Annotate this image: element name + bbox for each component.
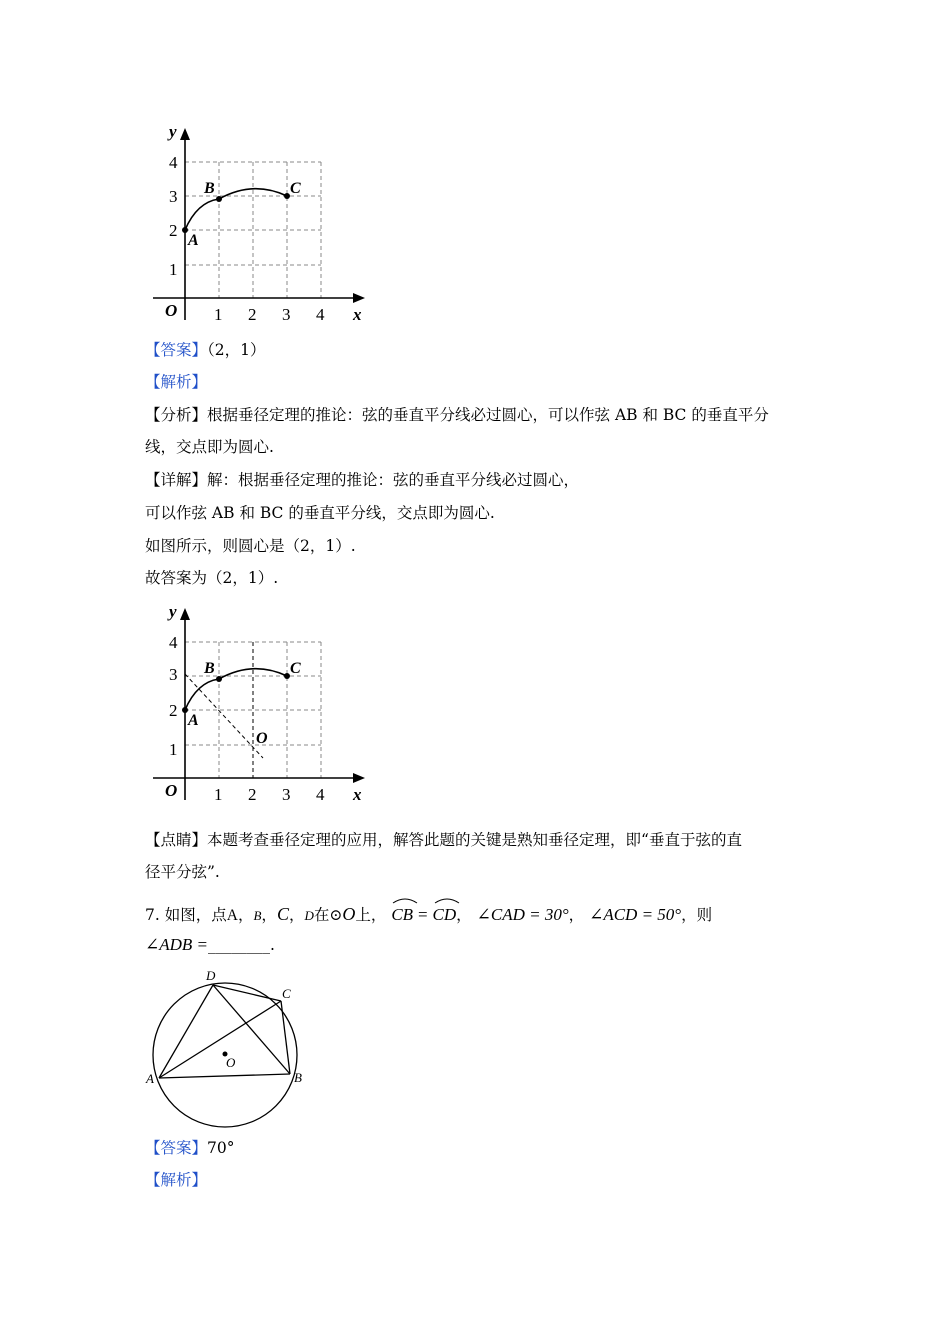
label-c: C bbox=[290, 660, 301, 677]
x-axis-arrow bbox=[353, 773, 365, 783]
question-7-line-2 bbox=[145, 934, 275, 956]
y-tick-3: 3 bbox=[169, 665, 178, 684]
answer-1 bbox=[145, 339, 266, 361]
y-tick-2: 2 bbox=[169, 221, 178, 240]
dianjing-text-1: 本题考查垂径定理的应用，解答此题的关键是熟知垂径定理，即“垂直于弦的直 bbox=[207, 831, 742, 849]
q7-end: . bbox=[270, 936, 275, 954]
label-c: C bbox=[282, 986, 291, 1001]
answer-text: （2，1） bbox=[207, 341, 266, 359]
arc-cb bbox=[391, 896, 413, 928]
arc-cd-mark bbox=[433, 896, 461, 904]
label-b: B bbox=[294, 1070, 302, 1085]
analysis-tag: 【解析】 bbox=[145, 373, 208, 391]
x-tick-4: 4 bbox=[316, 785, 325, 804]
answer-tag: 【答案】 bbox=[145, 1139, 208, 1157]
label-b: B bbox=[204, 180, 215, 197]
y-tick-4: 4 bbox=[169, 633, 178, 652]
q7-comma-5: ， bbox=[568, 906, 585, 924]
dianjing-line-2 bbox=[145, 861, 220, 883]
arc-cb-mark bbox=[391, 896, 419, 904]
dianjing-line-1 bbox=[145, 829, 742, 851]
q7-comma-4: ， bbox=[456, 906, 472, 924]
y-tick-1: 1 bbox=[169, 740, 178, 759]
fenxi-text-2: 线，交点即为圆心. bbox=[145, 438, 274, 456]
q7-point-d: D bbox=[304, 908, 314, 923]
label-center-o: O bbox=[256, 730, 268, 747]
question-number: 7. bbox=[145, 906, 160, 924]
q7-point-b: B bbox=[253, 908, 262, 923]
fenxi-tag: 【分析】 bbox=[145, 406, 208, 424]
angle-acd: ∠ACD = 50° bbox=[589, 905, 682, 924]
question-7-line-1 bbox=[145, 896, 712, 929]
figure-1-coordinate-graph bbox=[145, 120, 375, 330]
y-tick-4: 4 bbox=[169, 153, 178, 172]
y-axis-arrow bbox=[180, 608, 190, 620]
fenxi-line-1 bbox=[145, 404, 769, 426]
xiangjie-tag: 【详解】 bbox=[145, 471, 208, 489]
x-axis-arrow bbox=[353, 293, 365, 303]
label-a: A bbox=[146, 1071, 154, 1086]
fenxi-line-2 bbox=[145, 436, 274, 458]
y-tick-1: 1 bbox=[169, 260, 178, 279]
y-axis-arrow bbox=[180, 128, 190, 140]
q7-text-4: ，则 bbox=[681, 906, 713, 924]
y-axis-label: y bbox=[169, 602, 177, 621]
x-tick-1: 1 bbox=[214, 305, 223, 324]
q7-comma-2: ， bbox=[261, 906, 277, 924]
xiangjie-text-3: 如图所示，则圆心是（2，1）. bbox=[145, 537, 356, 555]
arc-abc bbox=[185, 189, 287, 230]
label-a: A bbox=[188, 232, 199, 249]
answer-text: 70° bbox=[207, 1139, 235, 1157]
x-tick-4: 4 bbox=[316, 305, 325, 324]
xiangjie-line-2 bbox=[145, 502, 495, 524]
analysis-1 bbox=[145, 371, 207, 393]
xiangjie-text-1: 解：根据垂径定理的推论：弦的垂直平分线必过圆心， bbox=[207, 471, 580, 489]
origin-label: O bbox=[165, 781, 178, 800]
x-tick-2: 2 bbox=[248, 785, 257, 804]
y-tick-2: 2 bbox=[169, 701, 178, 720]
arc-cb-text: CB bbox=[391, 905, 414, 924]
xiangjie-text-2: 可以作弦 AB 和 BC 的垂直平分线，交点即为圆心. bbox=[145, 504, 495, 522]
dianjing-text-2: 径平分弦”. bbox=[145, 863, 220, 881]
q7-point-a: A bbox=[226, 907, 238, 924]
x-tick-3: 3 bbox=[282, 305, 291, 324]
figure-2-coordinate-graph bbox=[145, 600, 375, 810]
point-b bbox=[216, 196, 222, 202]
q7-text-2: 在 bbox=[313, 906, 330, 924]
q7-comma-1: ， bbox=[237, 906, 254, 924]
xiangjie-line-4 bbox=[145, 567, 278, 589]
x-axis-label: x bbox=[353, 785, 362, 804]
figure-3-circle bbox=[140, 966, 330, 1128]
point-b bbox=[216, 676, 222, 682]
label-a: A bbox=[188, 712, 199, 729]
q7-equals: = bbox=[418, 905, 428, 924]
x-tick-3: 3 bbox=[282, 785, 291, 804]
analysis-7 bbox=[145, 1169, 207, 1191]
q7-point-o: O bbox=[342, 904, 356, 924]
label-b: B bbox=[204, 660, 215, 677]
analysis-tag: 【解析】 bbox=[145, 1171, 208, 1189]
fenxi-text-1: 根据垂径定理的推论：弦的垂直平分线必过圆心，可以作弦 AB 和 BC 的垂直平分 bbox=[207, 406, 769, 424]
dianjing-tag: 【点睛】 bbox=[145, 831, 208, 849]
x-tick-2: 2 bbox=[248, 305, 257, 324]
label-d: D bbox=[206, 968, 216, 983]
q7-text-3: 上， bbox=[355, 906, 387, 924]
label-c: C bbox=[290, 180, 301, 197]
arc-cd-text: CD bbox=[432, 905, 457, 924]
answer-7 bbox=[145, 1137, 235, 1159]
xiangjie-text-4: 故答案为（2，1）. bbox=[145, 569, 279, 587]
angle-adb: ∠ADB = bbox=[145, 935, 209, 954]
y-tick-3: 3 bbox=[169, 187, 178, 206]
q7-text-1: 如图，点 bbox=[164, 906, 227, 924]
angle-cad: ∠CAD = 30° bbox=[476, 905, 569, 924]
arc-cd bbox=[433, 896, 457, 928]
x-axis-label: x bbox=[353, 305, 362, 324]
q7-comma-3: ， bbox=[288, 906, 305, 924]
arc-abc bbox=[185, 669, 287, 710]
circle-symbol: ⊙ bbox=[329, 906, 343, 924]
origin-label: O bbox=[165, 301, 178, 320]
q7-point-c: C bbox=[276, 904, 289, 924]
xiangjie-line-1 bbox=[145, 469, 579, 491]
xiangjie-line-3 bbox=[145, 535, 356, 557]
x-tick-1: 1 bbox=[214, 785, 223, 804]
label-o: O bbox=[226, 1055, 236, 1070]
chords bbox=[159, 985, 290, 1078]
answer-tag: 【答案】 bbox=[145, 341, 208, 359]
answer-blank: ________ bbox=[208, 936, 271, 954]
y-axis-label: y bbox=[169, 122, 177, 141]
